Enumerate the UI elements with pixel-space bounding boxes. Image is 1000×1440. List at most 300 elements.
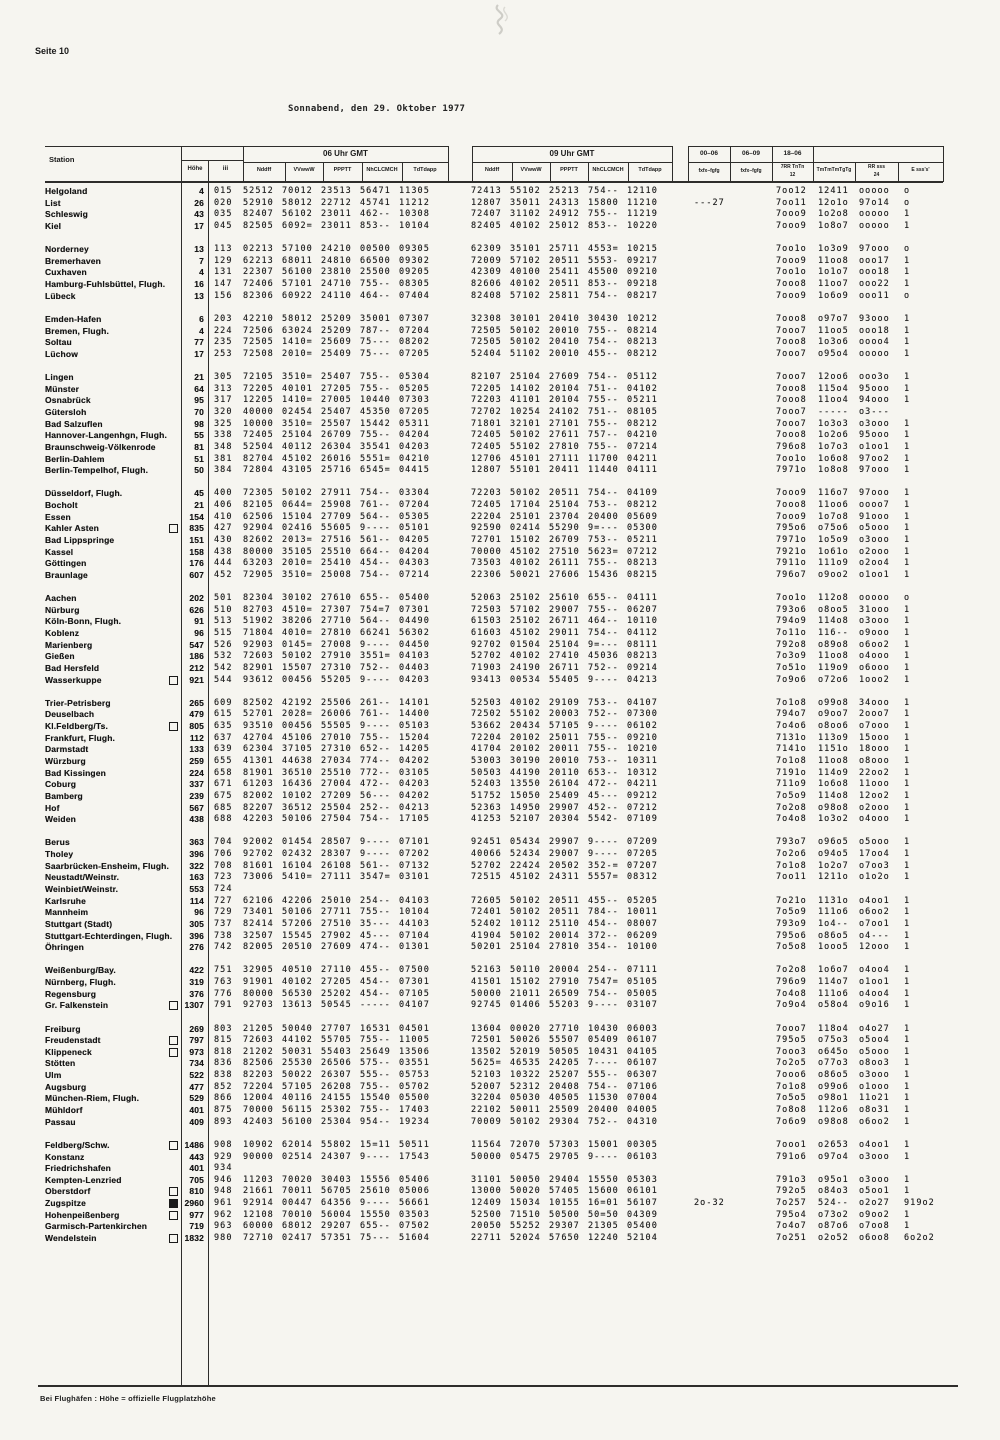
col-tmtmtg: o9oo2 bbox=[818, 569, 849, 580]
column-header-vvwww-06: VVwwW bbox=[293, 167, 315, 173]
synop-06h: 82005 20510 27609 474-- 01301 bbox=[243, 942, 430, 953]
column-header-e-sss: E sss's' bbox=[911, 167, 930, 173]
table-row bbox=[0, 197, 1000, 209]
synop-09h: 52363 14950 29907 452-- 07212 bbox=[471, 802, 658, 813]
station-name: Öhringen bbox=[45, 942, 84, 953]
table-row bbox=[0, 1162, 1000, 1174]
col-7rrtntn: 7ooo9 bbox=[776, 209, 807, 220]
station-height: 396 bbox=[189, 849, 204, 860]
col-rr24: ooooo bbox=[859, 209, 890, 220]
station-name: Braunlage bbox=[45, 569, 88, 580]
station-id: 685 bbox=[214, 802, 233, 813]
station-id: 763 bbox=[214, 977, 233, 988]
synop-09h: 82405 40102 25012 853-- 10220 bbox=[471, 220, 658, 231]
table-row bbox=[0, 604, 1000, 616]
col-7rrtntn: 793o7 bbox=[776, 837, 807, 848]
col-tmtmtg: o98o1 bbox=[818, 1093, 849, 1104]
synop-09h: 72205 14102 20104 751-- 04102 bbox=[471, 383, 658, 394]
station-name: Cuxhaven bbox=[45, 267, 87, 278]
table-row bbox=[0, 883, 1000, 895]
synop-09h: 72413 55102 25213 754-- 12110 bbox=[471, 186, 658, 196]
col-e: o bbox=[904, 593, 911, 604]
col-rr24: 15ooo bbox=[859, 732, 890, 743]
synop-06h: 80000 35105 25510 664-- 04204 bbox=[243, 546, 430, 557]
col-e: 1 bbox=[904, 1070, 911, 1081]
synop-09h: 72405 50102 27611 757-- 04210 bbox=[471, 430, 658, 441]
col-tmtmtg: 1o3o6 bbox=[818, 337, 849, 348]
station-name: Würzburg bbox=[45, 756, 86, 767]
column-header-7rrtntn-sub: 12 bbox=[789, 172, 796, 178]
col-rr24: ooo17 bbox=[859, 255, 890, 266]
synop-06h: 82407 56102 23011 462-- 10308 bbox=[243, 209, 430, 220]
synop-09h: 22204 25101 23704 20400 05609 bbox=[471, 511, 658, 522]
synop-09h: 62309 35101 25711 4553= 10215 bbox=[471, 244, 658, 255]
station-id: 723 bbox=[214, 872, 233, 883]
col-7rrtntn: 7ooo8 bbox=[776, 430, 807, 441]
col-tmtmtg: 1151o bbox=[818, 744, 849, 755]
station-height: 401 bbox=[189, 1163, 204, 1174]
col-7rrtntn: 7o2o6 bbox=[776, 849, 807, 860]
col-tmtmtg: o8oo5 bbox=[818, 604, 849, 615]
station-id: 532 bbox=[214, 651, 233, 662]
station-name: Konstanz bbox=[45, 1151, 85, 1162]
col-7rrtntn: 7o1o8 bbox=[776, 756, 807, 767]
synop-09h: 92745 01406 55203 9---- 03107 bbox=[471, 1000, 658, 1011]
station-height: 96 bbox=[194, 907, 204, 918]
synop-06h: 82602 2013= 27516 561-- 04205 bbox=[243, 534, 430, 545]
col-rr24: o4oo1 bbox=[859, 1139, 890, 1150]
col-tmtmtg: 1o7o3 bbox=[818, 441, 849, 452]
station-name: Bad Salzuflen bbox=[45, 418, 103, 429]
col-e: 1 bbox=[904, 674, 911, 685]
station-name: Kahler Asten bbox=[45, 523, 99, 534]
col-e: 1 bbox=[904, 651, 911, 662]
col-rr24: o4ooo bbox=[859, 814, 890, 825]
col-7rrtntn: 795o6 bbox=[776, 523, 807, 534]
col-e: 1 bbox=[904, 662, 911, 673]
synop-09h: 52103 10322 25207 555-- 06307 bbox=[471, 1070, 658, 1081]
col-7rrtntn: 796o7 bbox=[776, 569, 807, 580]
table-row bbox=[0, 1069, 1000, 1081]
col-tmtmtg: 1o8o8 bbox=[818, 465, 849, 476]
table-row bbox=[0, 592, 1000, 604]
col-e: 1 bbox=[904, 383, 911, 394]
station-name: Neustadt/Weinstr. bbox=[45, 872, 120, 883]
station-name: Freudenstadt bbox=[45, 1035, 101, 1046]
table-row bbox=[0, 1057, 1000, 1069]
col-7rrtntn: 7oo1o bbox=[776, 453, 807, 464]
station-id: 704 bbox=[214, 837, 233, 848]
col-tmtmtg: o73o2 bbox=[818, 1209, 849, 1220]
col-e: 1 bbox=[904, 1105, 911, 1115]
table-row bbox=[0, 499, 1000, 511]
synop-06h: 72508 2010= 25409 75--- 07205 bbox=[243, 348, 430, 359]
station-height: 114 bbox=[189, 895, 204, 906]
station-id: 381 bbox=[214, 453, 233, 464]
synop-09h: 22306 50021 27606 15436 08215 bbox=[471, 569, 658, 580]
col-tmtmtg: o84o3 bbox=[818, 1186, 849, 1197]
synop-06h: 12205 1410= 27005 10440 07303 bbox=[243, 395, 430, 406]
col-rr24: o2oo4 bbox=[859, 558, 890, 569]
table-row bbox=[0, 464, 1000, 476]
col-e: 1 bbox=[904, 453, 911, 464]
column-header-18-06: 18–06 bbox=[783, 150, 802, 157]
col-7rrtntn: 7o2o5 bbox=[776, 1058, 807, 1069]
col-e: 1 bbox=[904, 500, 911, 511]
station-id: 253 bbox=[214, 348, 233, 359]
col-rr24: o3ooo bbox=[859, 1151, 890, 1162]
col-e: 1 bbox=[904, 1046, 911, 1057]
station-height: 4 bbox=[199, 325, 204, 336]
subheader-rule-06 bbox=[243, 162, 448, 163]
col-7rrtntn: 795o4 bbox=[776, 1209, 807, 1220]
station-name: Weinbiet/Weinstr. bbox=[45, 883, 119, 894]
col-tmtmtg: 111o9 bbox=[818, 558, 849, 569]
synop-09h: 13000 50020 57405 15600 06101 bbox=[471, 1186, 658, 1197]
table-row bbox=[0, 767, 1000, 779]
synop-09h: 12706 45101 27111 11700 04211 bbox=[471, 453, 658, 464]
station-id: 980 bbox=[214, 1232, 233, 1243]
group-header-06-gmt: 06 Uhr GMT bbox=[323, 149, 368, 158]
table-row bbox=[0, 1116, 1000, 1128]
col-7rrtntn: 7ooo8 bbox=[776, 337, 807, 348]
table-row bbox=[0, 627, 1000, 639]
table-row bbox=[0, 569, 1000, 581]
station-name: Lüchow bbox=[45, 348, 79, 359]
station-name: Gütersloh bbox=[45, 407, 87, 418]
synop-09h: 72502 55102 20003 752-- 07300 bbox=[471, 709, 658, 720]
col-tmtmtg: 115o4 bbox=[818, 383, 849, 394]
station-height: 98 bbox=[194, 418, 204, 429]
station-id: 430 bbox=[214, 534, 233, 545]
col-rr24: o6oo2 bbox=[859, 639, 890, 650]
table-row bbox=[0, 941, 1000, 953]
station-name: Bad Hersfeld bbox=[45, 662, 100, 673]
col-7rrtntn: 7ooo8 bbox=[776, 313, 807, 324]
station-height: 212 bbox=[189, 662, 204, 673]
station-height: 95 bbox=[194, 395, 204, 406]
col-tmtmtg: o75o3 bbox=[818, 1035, 849, 1046]
col-rr24: ooo3o bbox=[859, 372, 890, 383]
synop-09h: 72405 17104 25104 753-- 08212 bbox=[471, 500, 658, 511]
column-header-fxfg-2: fxfx–fgfg bbox=[740, 168, 762, 174]
synop-09h: 40066 52434 29007 9---- 07205 bbox=[471, 849, 658, 860]
col-7rrtntn: 7ooo8 bbox=[776, 383, 807, 394]
col-e: 1 bbox=[904, 802, 911, 813]
station-name: Feldberg/Schw. bbox=[45, 1139, 110, 1150]
station-id: 815 bbox=[214, 1035, 233, 1046]
col-tmtmtg: 11oo8 bbox=[818, 756, 849, 767]
col-tmtmtg: 524-- bbox=[818, 1198, 849, 1209]
col-7rrtntn: 7ooo1 bbox=[776, 1139, 807, 1150]
col-e: 1 bbox=[904, 1000, 911, 1011]
col-rr24: o3ooo bbox=[859, 1174, 890, 1185]
station-name: Regensburg bbox=[45, 988, 97, 999]
table-row bbox=[0, 930, 1000, 942]
col-tmtmtg: 12oo6 bbox=[818, 372, 849, 383]
station-name: Bad Kissingen bbox=[45, 767, 106, 778]
synop-09h: 72009 57102 20511 5553- 09217 bbox=[471, 255, 658, 266]
col-7rrtntn: 7ooo7 bbox=[776, 325, 807, 336]
station-name: Gießen bbox=[45, 651, 75, 662]
station-id: 542 bbox=[214, 662, 233, 673]
table-row bbox=[0, 441, 1000, 453]
synop-09h: 12807 55101 20411 11440 04111 bbox=[471, 465, 658, 476]
station-height: 163 bbox=[189, 872, 204, 883]
station-height: 567 bbox=[189, 802, 204, 813]
station-height: 21 bbox=[194, 500, 204, 511]
synop-09h: 72204 20102 25011 755-- 09210 bbox=[471, 732, 658, 743]
station-id: 320 bbox=[214, 407, 233, 418]
station-name: Münster bbox=[45, 383, 80, 394]
col-rr24: o6ooo bbox=[859, 662, 890, 673]
col-e: 1 bbox=[904, 523, 911, 534]
col-rr24: 97o14 bbox=[859, 197, 890, 208]
col-e: 1 bbox=[904, 1139, 911, 1150]
station-id: 045 bbox=[214, 220, 233, 231]
rule-v6 bbox=[448, 146, 449, 182]
station-height: 438 bbox=[189, 814, 204, 825]
station-id: 035 bbox=[214, 209, 233, 220]
station-name: Hof bbox=[45, 802, 60, 813]
synop-06h: 72505 1410= 25609 75--- 08202 bbox=[243, 337, 430, 348]
col-tmtmtg: 116-- bbox=[818, 628, 849, 639]
station-id: 544 bbox=[214, 674, 233, 685]
col-tmtmtg: 11oo5 bbox=[818, 325, 849, 336]
station-name: Braunschweig-Völkenrode bbox=[45, 441, 156, 452]
table-row bbox=[0, 871, 1000, 883]
table-row bbox=[0, 860, 1000, 872]
header-bottom-rule bbox=[45, 181, 943, 183]
col-e: 1 bbox=[904, 767, 911, 778]
synop-09h: 72702 10254 24102 751-- 08105 bbox=[471, 407, 658, 418]
station-height: 401 bbox=[189, 1105, 204, 1115]
synop-09h: 32308 30101 20410 30430 10212 bbox=[471, 313, 658, 324]
col-e: 1 bbox=[904, 325, 911, 336]
col-e: 1 bbox=[904, 930, 911, 941]
synop-06h: 92904 02416 55605 9---- 05101 bbox=[243, 523, 430, 534]
column-header-cloud-06: NhCLCMCH bbox=[366, 167, 398, 173]
station-id: 317 bbox=[214, 395, 233, 406]
synop-06h: 82002 10102 27209 56--- 04202 bbox=[243, 790, 430, 801]
station-name: Frankfurt, Flugh. bbox=[45, 732, 116, 743]
col-e: 1 bbox=[904, 569, 911, 580]
column-header-00-06: 00–06 bbox=[699, 150, 719, 157]
station-id: 427 bbox=[214, 523, 233, 534]
synop-06h: 71804 4010= 27810 66241 56302 bbox=[243, 628, 430, 639]
station-name: Kassel bbox=[45, 546, 74, 557]
col-7rrtntn: 791o6 bbox=[776, 1151, 807, 1162]
col-e: o bbox=[904, 290, 911, 301]
table-row bbox=[0, 243, 1000, 255]
synop-09h: 72501 50026 55507 05409 06107 bbox=[471, 1035, 658, 1046]
station-id: 639 bbox=[214, 744, 233, 755]
col-rr24: 11ooo bbox=[859, 779, 890, 790]
synop-09h: 72203 50102 20511 754-- 04109 bbox=[471, 488, 658, 499]
station-id: 961 bbox=[214, 1198, 233, 1209]
station-name: Emden-Hafen bbox=[45, 313, 102, 324]
col-e: 1 bbox=[904, 744, 911, 755]
col-tmtmtg: 1ooo5 bbox=[818, 942, 849, 953]
col-rr24: o8o31 bbox=[859, 1105, 890, 1115]
station-id: 313 bbox=[214, 383, 233, 394]
col-7rrtntn: 7o4o8 bbox=[776, 988, 807, 999]
col-rr24: o1oo1 bbox=[859, 977, 890, 988]
synop-06h: 21205 50040 27707 16531 04501 bbox=[243, 1023, 430, 1034]
synop-09h: 72407 31102 24912 755-- 11219 bbox=[471, 209, 658, 220]
col-7rrtntn: 7o4o8 bbox=[776, 814, 807, 825]
col-e: o bbox=[904, 186, 911, 196]
col-rr24: o4--- bbox=[859, 930, 890, 941]
col-7rrtntn: 7o6o9 bbox=[776, 1116, 807, 1127]
station-name: Ulm bbox=[45, 1070, 62, 1081]
station-height: 705 bbox=[189, 1174, 204, 1185]
table-row bbox=[0, 836, 1000, 848]
header-top-rule-right bbox=[688, 146, 943, 147]
col-rr24: o6oo2 bbox=[859, 907, 890, 918]
station-name: Bad Lippspringe bbox=[45, 534, 115, 545]
col-7rrtntn: 791o3 bbox=[776, 1174, 807, 1185]
station-name: Berlin-Dahlem bbox=[45, 453, 105, 464]
col-tmtmtg: 1o1o7 bbox=[818, 267, 849, 278]
col-7rrtntn: 7o9o6 bbox=[776, 674, 807, 685]
station-id: 803 bbox=[214, 1023, 233, 1034]
synop-06h: 82704 45102 26016 5551= 04210 bbox=[243, 453, 430, 464]
synop-06h: 32905 40510 27110 455-- 07500 bbox=[243, 965, 430, 976]
col-rr24: ooo18 bbox=[859, 267, 890, 278]
col-7rrtntn: 7ooo8 bbox=[776, 395, 807, 406]
station-height: 26 bbox=[194, 197, 204, 208]
synop-09h: 72505 50102 20010 755-- 08214 bbox=[471, 325, 658, 336]
col-7rrtntn: 7o1o8 bbox=[776, 1081, 807, 1092]
synop-06h: 81901 36510 25510 772-- 03105 bbox=[243, 767, 430, 778]
station-id: 963 bbox=[214, 1221, 233, 1232]
station-height: 319 bbox=[189, 977, 204, 988]
synop-06h: 62304 37105 27310 652-- 14205 bbox=[243, 744, 430, 755]
col-7rrtntn: 7ooo9 bbox=[776, 220, 807, 231]
station-id: 727 bbox=[214, 895, 233, 906]
synop-06h: 93510 00456 55505 9---- 05103 bbox=[243, 721, 430, 732]
station-id: 637 bbox=[214, 732, 233, 743]
table-row bbox=[0, 1209, 1000, 1221]
station-id: 737 bbox=[214, 918, 233, 929]
station-name: Coburg bbox=[45, 779, 77, 790]
synop-06h: 82207 36512 25504 252-- 04213 bbox=[243, 802, 430, 813]
station-height: 553 bbox=[189, 883, 204, 894]
station-height: 443 bbox=[189, 1151, 204, 1162]
col-tmtmtg: o99o6 bbox=[818, 1081, 849, 1092]
col-rr24: o5oo1 bbox=[859, 1186, 890, 1197]
col-tmtmtg: 12o1o bbox=[818, 197, 849, 208]
station-height: 810 bbox=[189, 1186, 204, 1197]
station-id: 348 bbox=[214, 441, 233, 452]
page-number-label: Seite 10 bbox=[35, 46, 70, 56]
synop-09h: 52702 22424 20502 352-= 07207 bbox=[471, 860, 658, 871]
synop-09h: 11564 72070 57303 15001 00305 bbox=[471, 1139, 658, 1150]
table-row bbox=[0, 1220, 1000, 1232]
col-rr24: ooooo bbox=[859, 593, 890, 604]
station-height: 17 bbox=[194, 348, 204, 359]
col-rr24: 95ooo bbox=[859, 430, 890, 441]
synop-06h: 10000 3510= 25507 15442 05311 bbox=[243, 418, 430, 429]
station-height: 719 bbox=[189, 1221, 204, 1232]
col-7rrtntn: 7ooo9 bbox=[776, 511, 807, 522]
col-rr24: oooo7 bbox=[859, 500, 890, 511]
col-e: 1 bbox=[904, 534, 911, 545]
col-7rrtntn: 7o21o bbox=[776, 895, 807, 906]
col-e: 1 bbox=[904, 1058, 911, 1069]
station-height: 835 bbox=[189, 523, 204, 534]
col-tmtmtg: 1o6o8 bbox=[818, 453, 849, 464]
synop-06h: 42203 50106 27504 754-- 17105 bbox=[243, 814, 430, 825]
synop-06h: 41301 44638 27034 774-- 04202 bbox=[243, 756, 430, 767]
col-rr24: o7ooo bbox=[859, 721, 890, 732]
station-height: 13 bbox=[194, 290, 204, 301]
col-rr24: oooo4 bbox=[859, 337, 890, 348]
column-header-cloud-09: NhCLCMCH bbox=[592, 167, 624, 173]
table-row bbox=[0, 348, 1000, 360]
synop-06h: 52910 58012 22712 45741 11212 bbox=[243, 197, 430, 208]
col-rr24: o3--- bbox=[859, 407, 890, 418]
col-rr24: o9o16 bbox=[859, 1000, 890, 1011]
synop-09h: 70000 45102 27510 5623= 07212 bbox=[471, 546, 658, 557]
station-id: 113 bbox=[214, 244, 233, 255]
station-name: Lingen bbox=[45, 372, 74, 383]
col-7rrtntn: 7o1o8 bbox=[776, 860, 807, 871]
station-height: 269 bbox=[189, 1023, 204, 1034]
synop-06h: 81601 16104 26108 561-- 07132 bbox=[243, 860, 430, 871]
synop-09h: 52404 51102 20010 455-- 08212 bbox=[471, 348, 658, 359]
col-e: 1 bbox=[904, 1093, 911, 1104]
col-tmtmtg: 112o8 bbox=[818, 593, 849, 604]
col-tmtmtg: 1o6o8 bbox=[818, 779, 849, 790]
station-name: Schleswig bbox=[45, 209, 88, 220]
station-id: 742 bbox=[214, 942, 233, 953]
synop-09h: 52702 40102 27410 45036 08213 bbox=[471, 651, 658, 662]
station-id: 156 bbox=[214, 290, 233, 301]
station-name: Nürburg bbox=[45, 604, 80, 615]
synop-06h: 12004 40116 24155 15540 05500 bbox=[243, 1093, 430, 1104]
station-height: 55 bbox=[194, 430, 204, 441]
table-row bbox=[0, 615, 1000, 627]
station-height: 477 bbox=[189, 1081, 204, 1092]
synop-06h: 92903 0145= 27008 9---- 04450 bbox=[243, 639, 430, 650]
station-height: 224 bbox=[189, 767, 204, 778]
station-id: 615 bbox=[214, 709, 233, 720]
station-id: 838 bbox=[214, 1070, 233, 1081]
station-height: 4 bbox=[199, 267, 204, 278]
station-height: 133 bbox=[189, 744, 204, 755]
col-tmtmtg: 12411 bbox=[818, 186, 849, 196]
column-header-rr-sss-sub: 24 bbox=[873, 172, 880, 178]
col-e: o bbox=[904, 244, 911, 255]
synop-06h: 93612 00456 55205 9---- 04203 bbox=[243, 674, 430, 685]
table-row bbox=[0, 453, 1000, 465]
annotation: 2o-32 bbox=[694, 1198, 725, 1209]
station-id: 325 bbox=[214, 418, 233, 429]
station-name: Oberstdorf bbox=[45, 1186, 91, 1197]
station-id: 818 bbox=[214, 1046, 233, 1057]
station-height: 797 bbox=[189, 1035, 204, 1046]
table-row bbox=[0, 325, 1000, 337]
col-rr24: 11o21 bbox=[859, 1093, 890, 1104]
synop-09h: 73503 40102 26111 755-- 08213 bbox=[471, 558, 658, 569]
col-7rrtntn: 7ooo7 bbox=[776, 348, 807, 359]
synop-06h: 72405 25104 26709 755-- 04204 bbox=[243, 430, 430, 441]
station-height: 376 bbox=[189, 988, 204, 999]
table-row bbox=[0, 278, 1000, 290]
col-tmtmtg: o96o5 bbox=[818, 837, 849, 848]
